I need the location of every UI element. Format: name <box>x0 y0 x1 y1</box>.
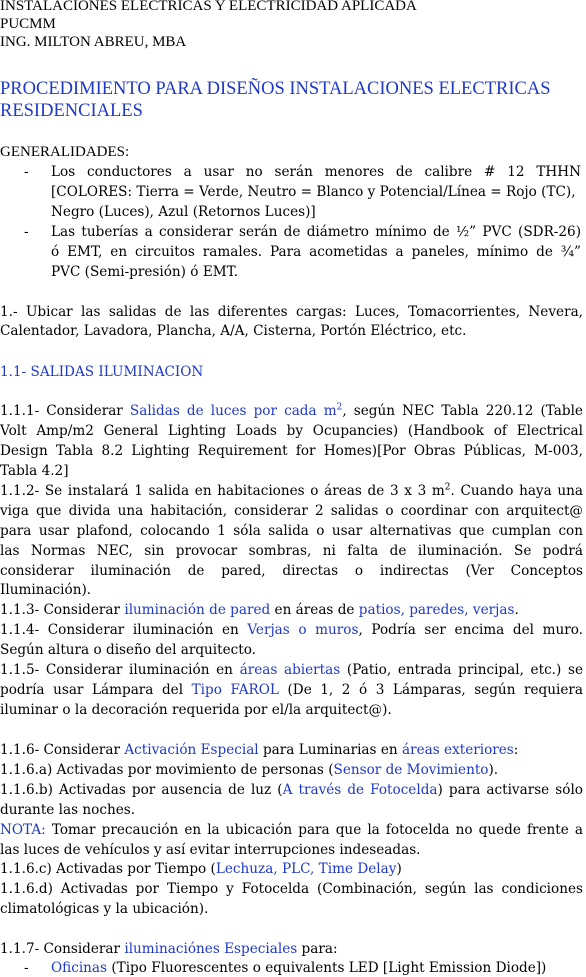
bullet-dash: - <box>24 224 29 240</box>
paragraph-116a: 1.1.6.a) Activadas por movimiento de personas (Sensor de Movimiento). <box>0 762 499 778</box>
bullet-dash: - <box>24 164 29 180</box>
salidas-luces-link[interactable]: Salidas de luces por cada m <box>129 403 337 419</box>
iluminacion-pared-link[interactable]: iluminación de pared <box>124 602 271 618</box>
course-title: INSTALACIONES ELECTRICAS Y ELECTRICIDAD APLICADA <box>0 0 417 14</box>
nota-paragraph: NOTA: Tomar precaución en la ubicación para que la fotocelda no quede frente a <box>0 822 583 838</box>
tuberias-text: PVC (Semi-presión) ó EMT. <box>51 264 239 280</box>
areas-exteriores-link[interactable]: áreas exteriores <box>401 742 514 758</box>
patios-link[interactable]: patios, paredes, verjas <box>358 602 515 618</box>
paragraph-112: para usar plafond, colocando 1 sóla salida o usar alternativas que cumplan con <box>0 523 583 539</box>
paragraph-114: Según altura o diseño del arquitecto. <box>0 642 256 658</box>
paragraph-1: 1.- Ubicar las salidas de las diferentes cargas: Luces, Tomacorrientes, Nevera, <box>0 304 583 320</box>
nota-label: NOTA: <box>0 822 46 838</box>
oficinas-item: Oficinas (Tipo Fluorescentes o equivalents LED [Light Emission Diode]) <box>51 960 547 976</box>
conductores-text: Negro (Luces), Azul (Retornos Luces)] <box>51 204 316 220</box>
iluminaciones-especiales-link[interactable]: iluminaciónes Especiales <box>124 941 298 957</box>
sensor-movimiento-link[interactable]: Sensor de Movimiento <box>333 762 489 778</box>
paragraph-115: 1.1.5- Considerar iluminación en áreas abiertas (Patio, entrada principal, etc.) se <box>0 662 583 678</box>
university-name: PUCMM <box>0 16 56 32</box>
paragraph-115: podría usar Lámpara del Tipo FAROL (De 1, 2 ó 3 Lámparas, según requiera <box>0 682 583 698</box>
lechuza-plc-link[interactable]: Lechuza, PLC, Time Delay <box>215 861 397 877</box>
paragraph-116c: 1.1.6.c) Activadas por Tiempo (Lechuza, PLC, Time Delay) <box>0 861 402 877</box>
paragraph-116: 1.1.6- Considerar Activación Especial para Luminarias en áreas exteriores: <box>0 742 519 758</box>
paragraph-1: Calentador, Lavadora, Plancha, A/A, Cisterna, Portón Eléctrico, etc. <box>0 323 467 339</box>
paragraph-112: 1.1.2- Se instalará 1 salida en habitaciones o áreas de 3 x 3 $m^2$. Cuando haya una <box>0 482 583 499</box>
tuberias-text: ó EMT, en circuitos ramales. Para acometidas a paneles, mínimo de ¾” <box>51 244 581 260</box>
paragraph-114: 1.1.4- Considerar iluminación en Verjas o muros, Podría ser encima del muro. <box>0 622 583 638</box>
conductores-text: [COLORES: Tierra = Verde, Neutro = Blanco y Potencial/Línea = Rojo (TC), <box>51 184 576 200</box>
paragraph-112: viga que divida una habitación, considerar 2 salidas o coordinar con arquitect@ <box>0 503 583 519</box>
paragraph-116d: climatológicas y la ubicación). <box>0 901 209 917</box>
paragraph-112: las Normas NEC, sin provocar sombras, ni falta de iluminación. Se podrá <box>0 543 583 559</box>
fotocelda-link[interactable]: A través de Fotocelda <box>282 782 438 798</box>
section-heading-iluminacion: 1.1- SALIDAS ILUMINACION <box>0 364 204 380</box>
paragraph-113: 1.1.3- Considerar iluminación de pared en áreas de patios, paredes, verjas. <box>0 602 519 618</box>
paragraph-111: 1.1.1- Considerar Salidas de luces por cada $m^2$, según NEC Tabla 220.12 (Table <box>0 402 583 419</box>
instructor-name: ING. MILTON ABREU, MBA <box>0 34 187 50</box>
areas-abiertas-link[interactable]: áreas abiertas <box>239 662 341 678</box>
paragraph-112: Iluminación). <box>0 582 92 598</box>
document-title-line2: RESIDENCIALES <box>0 101 143 121</box>
paragraph-116b: durante las noches. <box>0 802 136 818</box>
oficinas-link[interactable]: Oficinas <box>51 960 108 976</box>
paragraph-111: Volt Amp/m2 General Lighting Loads by Ocupancies) (Handbook of Electrical <box>0 423 583 439</box>
conductores-text: Los conductores a usar no serán menores de calibre # 12 THHN <box>51 164 581 180</box>
tipo-farol-link[interactable]: Tipo FAROL <box>191 682 279 698</box>
paragraph-116d: 1.1.6.d) Activadas por Tiempo y Fotocelda (Combinación, según las condiciones <box>0 881 583 897</box>
nota-paragraph: las luces de vehículos y así evitar interrupciones indeseadas. <box>0 842 421 858</box>
activacion-especial-link[interactable]: Activación Especial <box>124 742 259 758</box>
paragraph-111: Design Tabla 8.2 Lighting Requirement for Homes)[Por Obras Públicas, M-003, <box>0 443 583 459</box>
document-title: PROCEDIMIENTO PARA DISEÑOS INSTALACIONES ELECTRICAS <box>0 79 551 99</box>
paragraph-115: iluminar o la decoración requerida por el/la arquitect@). <box>0 702 392 718</box>
generalidades-heading: GENERALIDADES: <box>0 144 130 160</box>
verjas-muros-link[interactable]: Verjas o muros <box>247 622 359 638</box>
paragraph-116b: 1.1.6.b) Activadas por ausencia de luz (A través de Fotocelda) para activarse sólo <box>0 782 583 798</box>
tuberias-text: Las tuberías a considerar serán de diámetro mínimo de ½” PVC (SDR-26) <box>51 224 581 240</box>
paragraph-111: Tabla 4.2] <box>0 463 69 479</box>
paragraph-112: considerar iluminación de pared, directas o indirectas (Ver Conceptos <box>0 563 583 579</box>
paragraph-117: 1.1.7- Considerar iluminaciónes Especiales para: <box>0 941 338 957</box>
bullet-dash: - <box>24 960 29 976</box>
